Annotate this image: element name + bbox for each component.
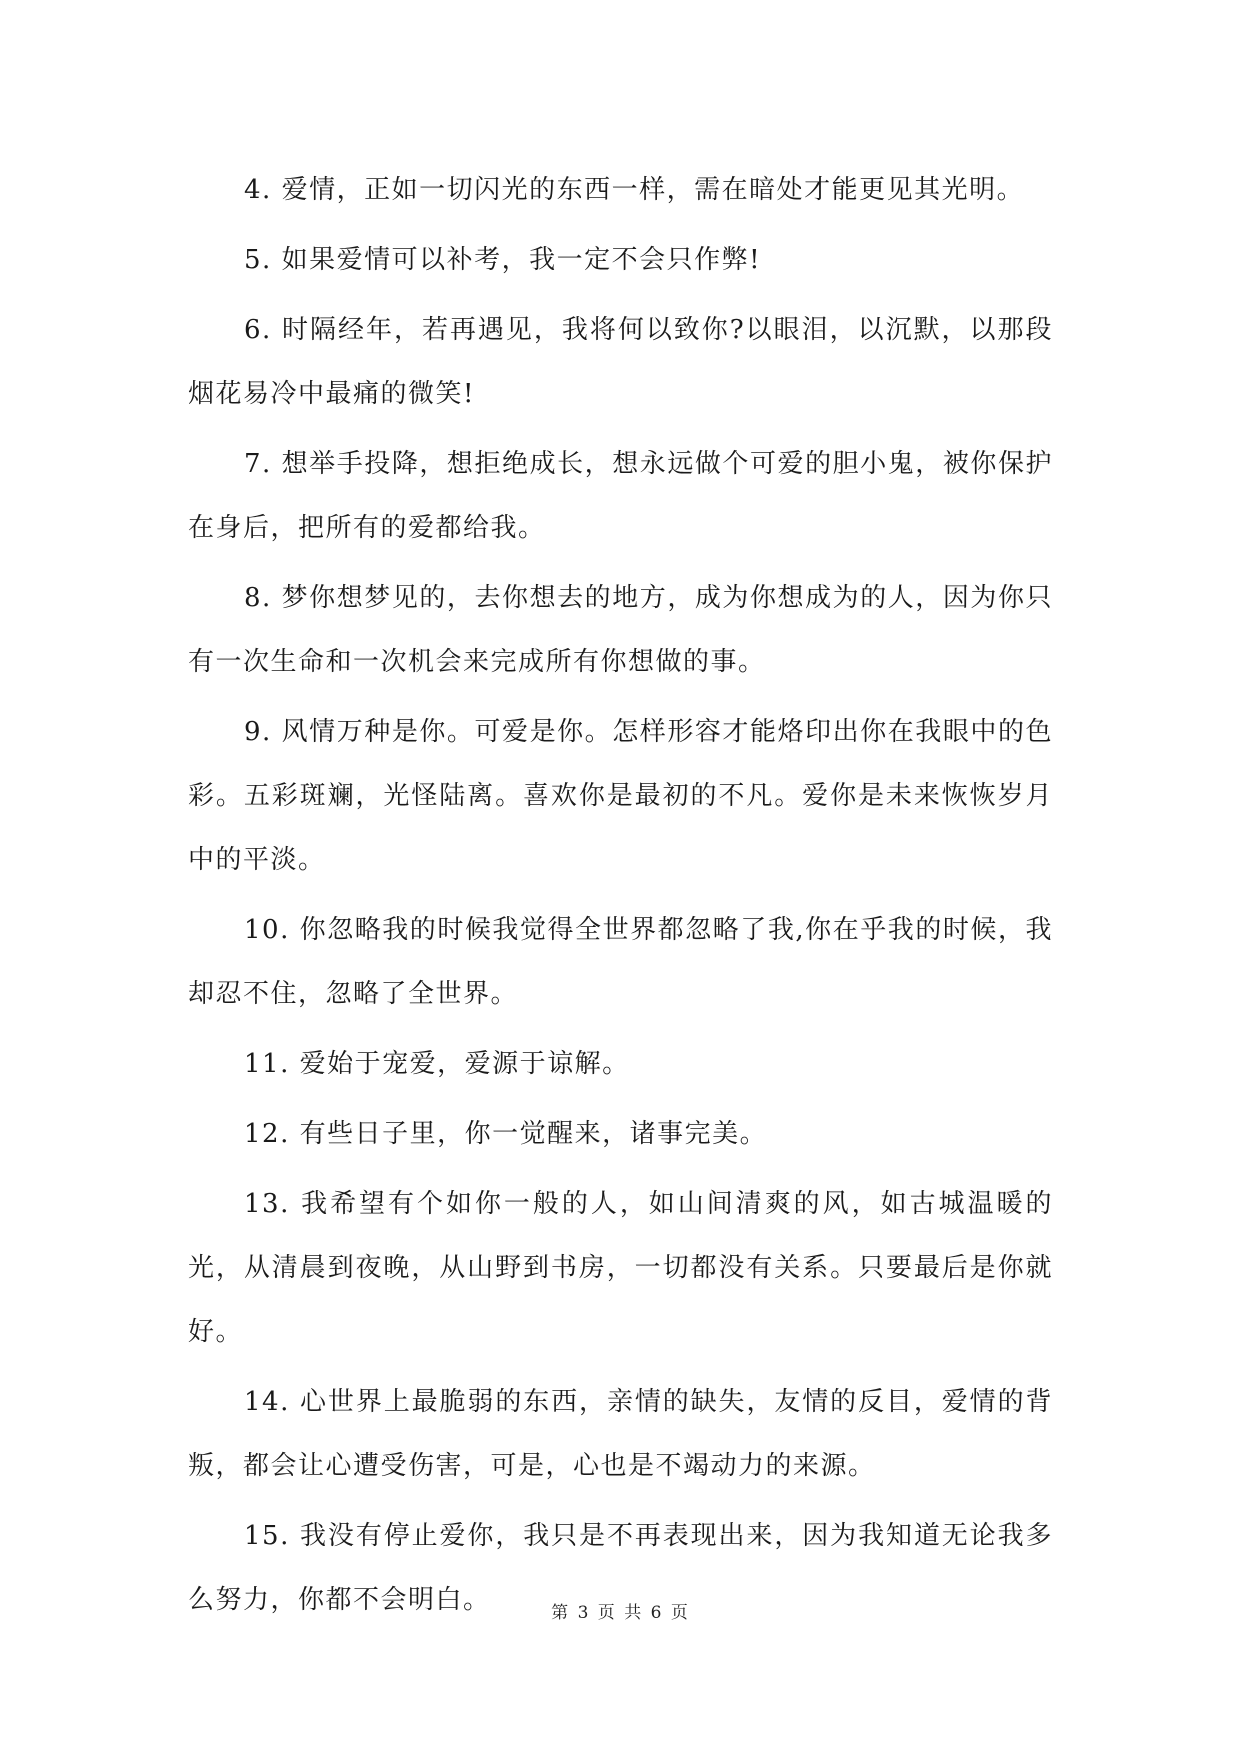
paragraph-13: 13. 我希望有个如你一般的人，如山间清爽的风，如古城温暖的光，从清晨到夜晚，从山野到书房，一切都没有关系。只要最后是你就好。 xyxy=(188,1189,1053,1347)
paragraph-14: 14. 心世界上最脆弱的东西，亲情的缺失，友情的反目，爱情的背叛，都会让心遭受伤害，可是，心也是不竭动力的来源。 xyxy=(188,1387,1053,1481)
paragraph-15: 15. 我没有停止爱你，我只是不再表现出来，因为我知道无论我多么努力，你都不会明白。 xyxy=(188,1521,1053,1615)
paragraph-10: 10. 你忽略我的时候我觉得全世界都忽略了我,你在乎我的时候，我却忍不住，忽略了全世界。 xyxy=(188,915,1053,1009)
paragraph-6: 6. 时隔经年，若再遇见，我将何以致你?以眼泪，以沉默，以那段烟花易冷中最痛的微笑! xyxy=(188,315,1053,409)
page-number-footer: 第 3 页 共 6 页 xyxy=(551,1603,690,1623)
paragraph-9: 9. 风情万种是你。可爱是你。怎样形容才能烙印出你在我眼中的色彩。五彩斑斓，光怪陆离。喜欢你是最初的不凡。爱你是未来恢恢岁月中的平淡。 xyxy=(188,717,1053,875)
paragraph-11: 11. 爱始于宠爱，爱源于谅解。 xyxy=(244,1049,630,1079)
paragraph-12: 12. 有些日子里，你一觉醒来，诸事完美。 xyxy=(244,1119,768,1149)
paragraph-5: 5. 如果爱情可以补考，我一定不会只作弊! xyxy=(244,245,762,275)
document-body xyxy=(188,158,1053,1638)
paragraph-7: 7. 想举手投降，想拒绝成长，想永远做个可爱的胆小鬼，被你保护在身后，把所有的爱都给我。 xyxy=(188,449,1053,543)
paragraph-4: 4. 爱情，正如一切闪光的东西一样，需在暗处才能更见其光明。 xyxy=(244,175,1025,205)
paragraph-8: 8. 梦你想梦见的，去你想去的地方，成为你想成为的人，因为你只有一次生命和一次机会来完成所有你想做的事。 xyxy=(188,583,1053,677)
